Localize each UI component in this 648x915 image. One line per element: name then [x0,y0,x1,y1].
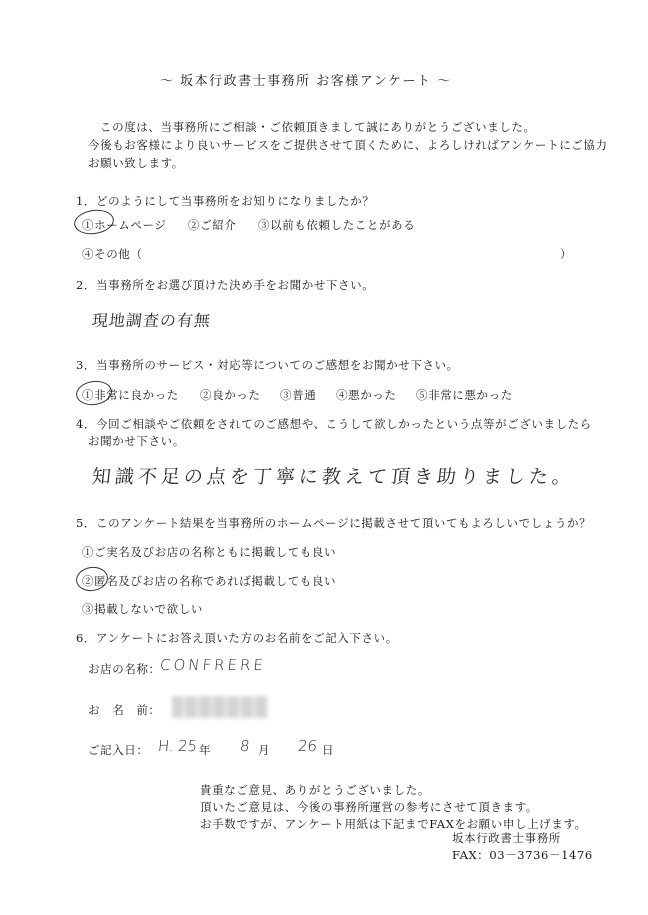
date-era: H. [157,737,175,755]
date-year-unit: 年 [199,743,212,757]
q5-option-anonymous: ②匿名及びお店の名称であれば掲載しても良い [82,574,337,588]
q1-option-other-close: ） [560,247,573,261]
q1-option-previous: ③以前も依頼したことがある [258,218,416,232]
q5-option-no-publish: ③掲載しないで欲しい [82,602,203,616]
q4-handwritten-answer: 知識不足の点を丁寧に教えて頂き助りました。 [90,466,577,488]
q2-question: 2．当事務所をお選び頂けた決め手をお聞かせ下さい。 [76,278,375,292]
q5-question: 5．このアンケート結果を当事務所のホームページに掲載させて頂いてもよろしいでしょうか？ [76,516,592,530]
redacted-name-block [172,696,268,718]
date-label: ご記入日： [88,743,149,757]
q4-question-line-1: 4．今回ご相談やご依頼をされてのご感想や、こうして欲しかったという点等がございましたら [76,417,592,431]
shop-name-label: お店の名称： [88,662,161,676]
q3-question: 3．当事務所のサービス・対応等についてのご感想をお聞かせ下さい。 [76,358,459,372]
customer-name-label: お 名 前： [88,703,161,717]
office-name: 坂本行政書士事務所 [452,831,561,845]
closing-line-3: お手数ですが、アンケート用紙は下記までFAXをお願い申し上げます。 [200,817,587,831]
intro-line-3: お願い致します。 [88,156,184,170]
closing-line-2: 頂いたご意見は、今後の事務所運営の参考にさせて頂きます。 [200,800,538,814]
q3-option-average: ③普通 [280,388,317,402]
date-month-unit: 月 [258,743,271,757]
date-day-unit: 日 [322,743,335,757]
q1-option-other: ④その他（ [82,247,143,261]
q1-question: 1．どのようにして当事務所をお知りになりましたか？ [76,194,375,208]
closing-line-1: 貴重なご意見、ありがとうございました。 [200,783,430,797]
q5-option-real-name: ①ご実名及びお店の名称ともに掲載しても良い [82,545,337,559]
intro-line-1: この度は、当事務所にご相談・ご依頼頂きまして誠にありがとうございました。 [100,120,536,134]
date-year: 25 [177,737,199,755]
q2-handwritten-answer: 現地調査の有無 [90,311,212,330]
q4-question-line-2: お聞かせ下さい。 [88,434,185,448]
date-month: 8 [239,737,251,755]
q3-option-very-bad: ⑤非常に悪かった [416,388,513,402]
intro-line-2: 今後もお客様により良いサービスをご提供させて頂くために、よろしければアンケートにご協力 [88,138,608,152]
page-title: ～ 坂本行政書士事務所 お客様アンケート ～ [160,74,452,89]
q3-option-bad: ④悪かった [336,388,397,402]
q6-question: 6．アンケートにお答え頂いた方のお名前をご記入下さい。 [76,631,398,645]
q3-option-good: ②良かった [200,388,261,402]
q1-option-referral: ②ご紹介 [188,218,237,232]
q3-option-very-good: ①非常に良かった [82,388,179,402]
fax-number: FAX：03－3736－1476 [452,848,593,862]
q1-option-homepage: ①ホームページ [82,218,167,232]
shop-name-value: CONFRERE [159,656,267,674]
date-day: 26 [297,737,319,755]
